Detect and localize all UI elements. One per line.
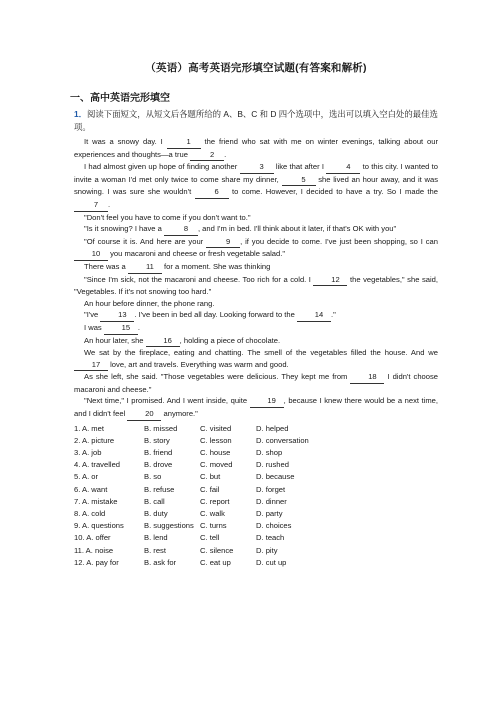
answer-blank[interactable]: 19 <box>250 395 284 408</box>
option-row <box>74 508 438 520</box>
section-heading: 一、高中英语完形填空 <box>70 93 170 104</box>
option-row <box>74 459 438 471</box>
option-choice[interactable]: C. visited <box>200 423 232 433</box>
option-choice[interactable]: C. eat up <box>200 557 231 567</box>
option-choice[interactable]: B. story <box>144 435 170 445</box>
passage-paragraph <box>74 322 438 335</box>
answer-blank[interactable]: 12 <box>313 274 347 287</box>
question-number: 1． <box>74 109 88 119</box>
passage-text: An hour later, she <box>84 335 146 345</box>
answer-blank[interactable]: 7 <box>74 199 108 212</box>
option-choice[interactable]: B. duty <box>144 508 168 518</box>
option-choice[interactable]: B. lend <box>144 533 168 543</box>
passage-text: "I've <box>84 310 101 320</box>
passage-text: . I've been in bed all day. Looking forward to the <box>134 310 297 320</box>
answer-blank[interactable]: 9 <box>206 236 240 249</box>
passage-text: the friend who sat with me on winter evenings, talking about our experiences and thoughts—a true <box>74 137 439 159</box>
answer-blank[interactable]: 16 <box>146 335 180 348</box>
passage-text: . <box>137 322 140 332</box>
option-choice[interactable]: 7. A. mistake <box>74 496 118 506</box>
option-choice[interactable]: D. pity <box>256 545 278 555</box>
passage-paragraph <box>74 212 438 224</box>
option-choice[interactable]: C. lesson <box>200 435 232 445</box>
passage-text: As she left, she said. "Those vegetables were delicious. They kept me from <box>84 372 351 382</box>
question-instruction <box>74 108 438 134</box>
answer-blank[interactable]: 20 <box>127 408 161 421</box>
passage-text: you macaroni and cheese or fresh vegetable salad." <box>108 249 286 259</box>
passage-text: for a moment. She was thinking <box>161 261 271 271</box>
passage-paragraph <box>74 309 438 322</box>
option-choice[interactable]: D. shop <box>256 448 283 458</box>
option-choice[interactable]: C. house <box>200 448 231 458</box>
option-choice[interactable]: 2. A. picture <box>74 435 115 445</box>
answer-blank[interactable]: 4 <box>326 161 360 174</box>
passage-paragraph <box>74 335 438 348</box>
passage-text: to this city. I wanted to invite a woman I'd met only twice to come share my dinner, <box>74 162 438 184</box>
answer-blank[interactable]: 2 <box>190 149 224 162</box>
option-choice[interactable]: C. turns <box>200 521 227 531</box>
answer-blank[interactable]: 5 <box>282 174 316 187</box>
passage-text: ." <box>330 310 336 320</box>
passage <box>74 136 438 421</box>
passage-text: , and I'm in bed. I'll think about it later, if that's OK with you" <box>197 224 397 234</box>
passage-text: I was <box>84 322 104 332</box>
option-choice[interactable]: B. call <box>144 496 165 506</box>
answer-blank[interactable]: 14 <box>297 309 331 322</box>
option-choice[interactable]: 11. A. noise <box>74 545 114 555</box>
document-title: （英语）高考英语完形填空试题(有答案和解析) <box>145 62 367 74</box>
passage-text: It was a snowy day. I <box>84 137 167 146</box>
answer-blank[interactable]: 10 <box>74 248 108 261</box>
passage-text: We sat by the fireplace, eating and chatting. The smell of the vegetables filled the house. And we <box>84 348 438 358</box>
answer-blank[interactable]: 3 <box>240 161 274 174</box>
option-choice[interactable]: D. dinner <box>256 496 287 506</box>
passage-paragraph <box>74 274 438 298</box>
option-row <box>74 496 438 508</box>
passage-text: to come. However, I decided to have a try. So I made the <box>228 187 438 197</box>
passage-text: I had almost given up hope of finding another <box>84 162 240 172</box>
passage-text: "Next time," I promised. And I went inside, quite <box>84 396 250 406</box>
option-choice[interactable]: D. conversation <box>256 435 309 445</box>
option-row <box>74 545 438 557</box>
answer-blank[interactable]: 15 <box>104 322 138 335</box>
options-list <box>74 423 438 569</box>
passage-paragraph <box>74 223 438 236</box>
option-row <box>74 471 438 483</box>
passage-text: "Don't feel you have to come if you don't want to." <box>84 212 251 222</box>
option-row <box>74 557 438 569</box>
option-choice[interactable]: 3. A. job <box>74 448 102 458</box>
passage-text: , if you decide to come. I've just been shopping, so I can <box>240 236 438 246</box>
passage-text: , holding a piece of chocolate. <box>179 335 281 345</box>
option-choice[interactable]: D. teach <box>256 533 285 543</box>
option-choice[interactable]: B. missed <box>144 423 178 433</box>
option-choice[interactable]: C. moved <box>200 460 233 470</box>
option-row <box>74 423 438 435</box>
option-choice[interactable]: B. drove <box>144 460 173 470</box>
option-choice[interactable]: B. ask for <box>144 557 177 567</box>
answer-blank[interactable]: 13 <box>100 309 134 322</box>
passage-paragraph <box>74 298 438 310</box>
passage-text: An hour before dinner, the phone rang. <box>84 298 215 308</box>
option-choice[interactable]: C. silence <box>200 545 234 555</box>
option-choice[interactable]: D. forget <box>256 484 286 494</box>
option-choice[interactable]: D. helped <box>256 423 289 433</box>
option-choice[interactable]: 12. A. pay for <box>74 557 119 567</box>
answer-blank[interactable]: 18 <box>350 371 384 384</box>
passage-text: . <box>224 149 227 159</box>
option-choice[interactable]: B. refuse <box>144 484 175 494</box>
passage-text: like that after I <box>273 162 327 172</box>
option-choice[interactable]: C. walk <box>200 508 225 518</box>
option-choice[interactable]: C. report <box>200 496 230 506</box>
option-row <box>74 435 438 447</box>
option-choice[interactable]: 10. A. offer <box>74 533 111 543</box>
option-choice[interactable]: 1. A. met <box>74 423 104 433</box>
option-choice[interactable]: 8. A. cold <box>74 508 106 518</box>
option-choice[interactable]: B. friend <box>144 448 173 458</box>
instruction-text: 阅读下面短文，从短文后各题所给的 A、B、C 和 D 四个选项中，选出可以填入空白处的最佳选项。 <box>74 109 438 132</box>
option-choice[interactable]: B. so <box>144 472 162 482</box>
option-row <box>74 484 438 496</box>
option-choice[interactable]: C. tell <box>200 533 220 543</box>
option-choice[interactable]: 4. A. travelled <box>74 460 121 470</box>
option-row <box>74 447 438 459</box>
option-choice[interactable]: D. choices <box>256 521 292 531</box>
passage-paragraph <box>74 136 438 161</box>
answer-blank[interactable]: 8 <box>164 223 198 236</box>
passage-paragraph <box>74 395 438 420</box>
option-row <box>74 532 438 544</box>
answer-blank[interactable]: 1 <box>167 136 201 149</box>
passage-text: the vegetables," she said, "Vegetables. If it's not snowing too hard." <box>74 274 438 297</box>
option-choice[interactable]: B. rest <box>144 545 166 555</box>
option-choice[interactable]: 5. A. or <box>74 472 99 482</box>
option-choice[interactable]: C. fail <box>200 484 220 494</box>
passage-text: "Since I'm sick, not the macaroni and cheese. Too rich for a cold. I <box>84 274 314 284</box>
option-row <box>74 520 438 532</box>
option-choice[interactable]: 6. A. want <box>74 484 108 494</box>
answer-blank[interactable]: 6 <box>195 186 229 199</box>
passage-text: "Of course it is. And here are your <box>84 236 207 246</box>
answer-blank[interactable]: 11 <box>128 261 162 274</box>
option-choice[interactable]: D. cut up <box>256 557 287 567</box>
passage-text: . <box>108 199 111 209</box>
passage-text: love, art and travels. Everything was warm and good. <box>108 359 289 369</box>
option-choice[interactable]: D. party <box>256 508 283 518</box>
passage-paragraph <box>74 371 438 395</box>
passage-text: There was a <box>84 261 128 271</box>
passage-text: anymore." <box>161 409 198 419</box>
option-choice[interactable]: D. because <box>256 472 295 482</box>
passage-text: she lived an hour away, and it was snowing. I was sure she wouldn't <box>74 174 438 197</box>
option-choice[interactable]: 9. A. questions <box>74 521 124 531</box>
passage-text: "Is it snowing? I have a <box>84 224 164 234</box>
passage-paragraph <box>74 161 438 211</box>
option-choice[interactable]: C. but <box>200 472 221 482</box>
passage-text: I didn't choose macaroni and cheese." <box>74 372 439 394</box>
option-choice[interactable]: B. suggestions <box>144 521 194 531</box>
passage-text: , because I knew there would be a next time, and I didn't feel <box>74 396 438 419</box>
option-choice[interactable]: D. rushed <box>256 460 289 470</box>
passage-paragraph <box>74 236 438 261</box>
passage-paragraph <box>74 261 438 274</box>
answer-blank[interactable]: 17 <box>74 359 108 372</box>
passage-paragraph <box>74 347 438 371</box>
